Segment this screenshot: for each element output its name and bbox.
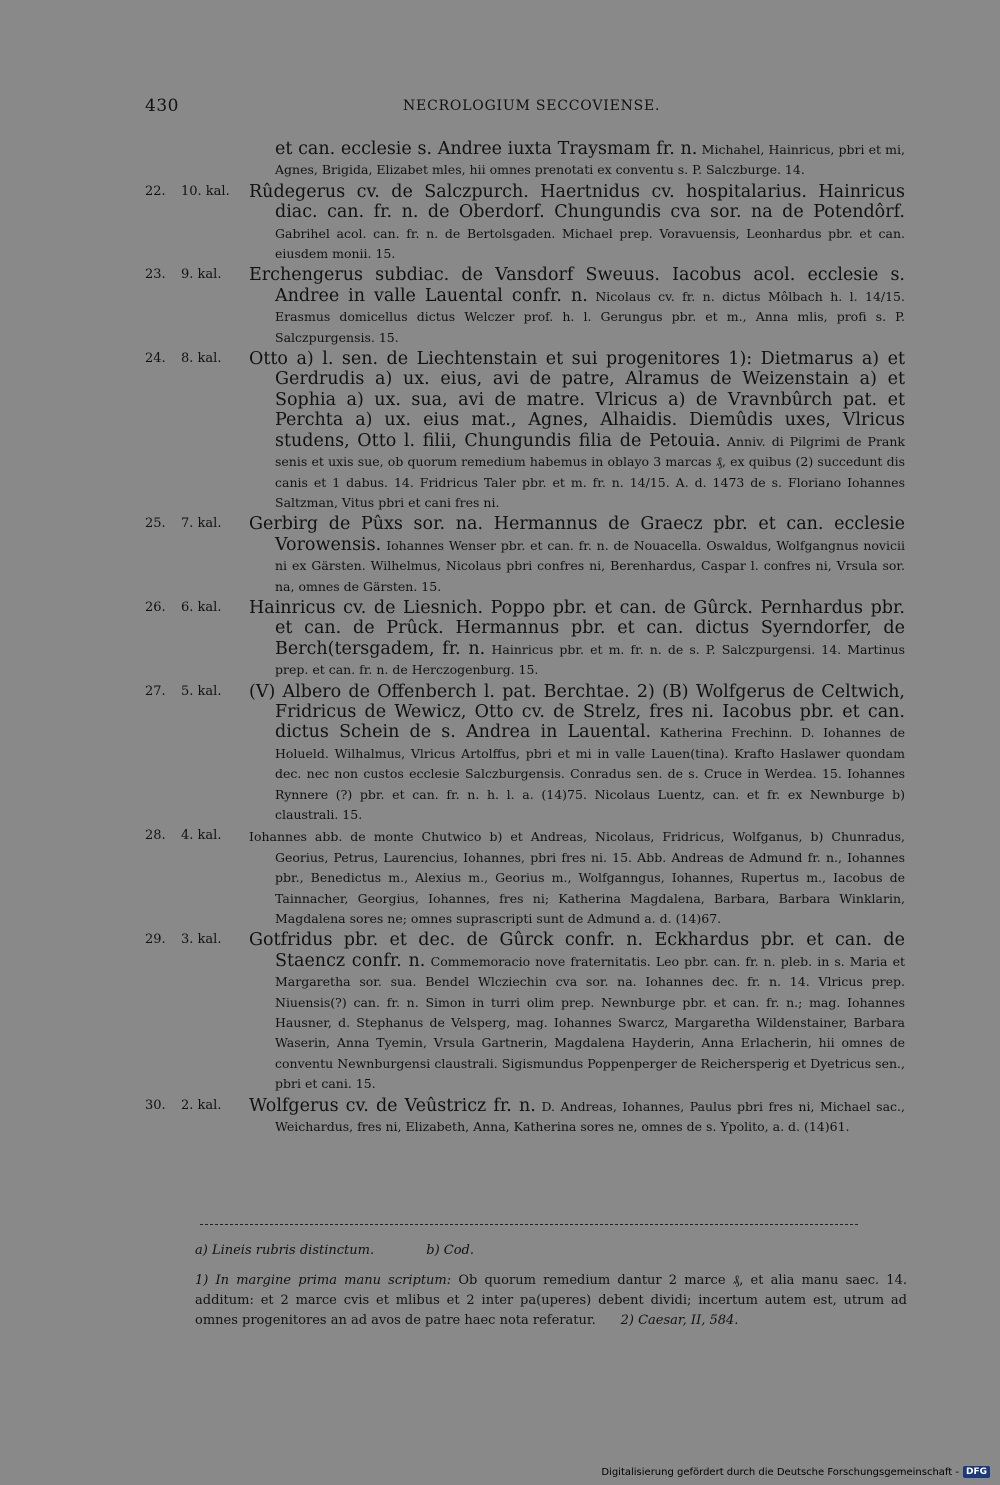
entry-day: 22.: [145, 183, 166, 199]
entry-day: 29.: [145, 932, 166, 948]
page-number: 430: [145, 96, 179, 116]
entry-day: 28.: [145, 828, 166, 844]
entry-rest: Nicolaus cv. fr. n. dictus Môlbach h. l. 14/15. Erasmus domicellus dictus Welczer prof. h. l. Gerungus pbr. et m., Anna mlis, profi s. P. Salczpurgensis. 15.: [275, 288, 905, 345]
footnote-a: a) Lineis rubris distinctum.: [195, 1243, 375, 1258]
entry-kal: 10. kal.: [181, 183, 230, 199]
entry-rest: Gabrihel acol. can. fr. n. de Bertolsgaden. Michael prep. Voravuensis, Leonhardus pbr. et can. eiusdem monii. 15.: [275, 225, 905, 262]
entry-day: 24.: [145, 351, 166, 367]
credit-text: Digitalisierung gefördert durch die Deutsche Forschungsgemeinschaft -: [601, 1466, 959, 1478]
entry-kal: 7. kal.: [181, 516, 222, 532]
entry-22: [145, 183, 905, 265]
page-header: [145, 96, 905, 120]
digitization-credit: [601, 1466, 990, 1478]
footnotes: [195, 1241, 907, 1331]
entry-main: Wolfgerus cv. de Veûstricz fr. n.: [249, 1095, 536, 1116]
entry-28: [145, 827, 905, 929]
entry-continuation: [145, 140, 905, 181]
entry-main: Gerbirg de Pûxs sor. na. Hermannus de Graecz pbr. et can. ecclesie Vorowensis.: [249, 514, 905, 555]
footnote-1-text: Ob quorum remedium dantur 2 marce ₰, et alia manu saec. 14. additum: et 2 marce cvis et mlibus et 2 inter pa(uperes) debent dividi; incertum autem est, utrum ad omnes progenitores an ad avos de patre haec nota referatur.: [195, 1273, 907, 1328]
entry-main: (V) Albero de Offenberch l. pat. Berchtae. 2) (B) Wolfgerus de Celtwich, Fridricus de Wewicz, Otto cv. de Strelz, fres ni. Iacobus pbr. et can. dictus Schein de s. Andrea in Lauental.: [249, 681, 905, 743]
footnote-2: 2) Caesar, II, 584.: [620, 1313, 739, 1328]
entry-kal: 3. kal.: [181, 932, 222, 948]
footnote-1-prefix: 1) In margine prima manu scriptum:: [195, 1273, 452, 1288]
entry-rest: Hainricus pbr. et m. fr. n. de s. P. Salczpurgensi. 14. Martinus prep. et can. fr. n. de Herczogenburg. 15.: [275, 641, 905, 678]
entry-main: Erchengerus subdiac. de Vansdorf Sweuus. Iacobus acol. ecclesie s. Andree in valle Lauental confr. n.: [249, 265, 905, 306]
entry-day: 26.: [145, 599, 166, 615]
running-title: NECROLOGIUM SECCOVIENSE.: [403, 98, 661, 114]
entry-main: Hainricus cv. de Liesnich. Poppo pbr. et can. de Gûrck. Pernhardus pbr. et can. de Prûck. Hermannus pbr. et can. dictus Syerndorfer, de Berch(tersgadem, fr. n.: [249, 597, 905, 659]
entry-24: [145, 350, 905, 513]
entry-27: [145, 683, 905, 826]
entry-23: [145, 266, 905, 348]
entry-rest: Katherina Frechinn. D. Iohannes de Holueld. Wilhalmus, Vlricus Artolffus, pbri et mi in valle Lauen(tina). Krafto Haslawer quondam dec. nec non custos ecclesie Salczburgensis. Conradus sen. de s. Cruce in Werdea. 15. Iohannes Rynnere (?) pbr. et can. fr. n. h. l. a. (14)75. Nicolaus Luentz, can. et fr. ex Newnburge b) claustrali. 15.: [275, 725, 905, 822]
dfg-logo-icon: DFG: [963, 1466, 990, 1478]
entry-main: Gotfridus pbr. et dec. de Gûrck confr. n. Eckhardus pbr. et can. de Staencz confr. n.: [249, 930, 905, 971]
entry-kal: 9. kal.: [181, 267, 222, 283]
entry-kal: 4. kal.: [181, 828, 222, 844]
entry-kal: 6. kal.: [181, 599, 222, 615]
footnote-letters: [195, 1241, 907, 1261]
footnote-b: b) Cod.: [426, 1243, 475, 1258]
footnote-numbered: [195, 1271, 907, 1331]
entry-rest: Michahel, Hainricus, pbri et mi, Agnes, Brigida, Elizabet mles, hii omnes prenotati ex conventu s. P. Salczburge. 14.: [275, 142, 905, 178]
entry-rest: Iohannes abb. de monte Chutwico b) et Andreas, Nicolaus, Fridricus, Wolfganus, b) Chunradus, Georius, Petrus, Laurencius, Iohannes, pbri fres ni. 15. Abb. Andreas de Admund fr. n., Iohannes pbr., Benedictus m., Alexius m., Georius m., Wolfganngus, Iohannes, Rupertus m., Iacobus de Tainnacher, Georgius, Iohannes, fres ni; Katherina Magdalena, Barbara, Barbara Winklarin, Magdalena sores ne; omnes suprascripti sunt de Admund a. d. (14)67.: [249, 829, 905, 927]
entry-main: et can. ecclesie s. Andree iuxta Traysmam fr. n.: [275, 139, 698, 159]
entry-rest: Anniv. di Pilgrimi de Prank senis et uxis sue, ob quorum remedium habemus in oblayo 3 marcas ₰, ex quibus (2) succedunt dis canis et 1 dabus. 14. Fridricus Taler pbr. et m. fr. n. 14/15. A. d. 1473 de s. Floriano Iohannes Saltzman, Vitus pbri et cani fres ni.: [275, 433, 905, 510]
entry-rest: D. Andreas, Iohannes, Paulus pbri fres ni, Michael sac., Weichardus, fres ni, Elizabeth, Anna, Katherina sores ne, omnes de s. Ypolito, a. d. (14)61.: [275, 1098, 905, 1135]
necrology-body: [145, 140, 905, 1140]
entry-25: [145, 515, 905, 597]
entry-rest: Commemoracio nove fraternitatis. Leo pbr. can. fr. n. pleb. in s. Maria et Margaretha sor. sua. Bendel Wlcziechin cva sor. na. Iohannes dec. fr. n. 14. Vlricus prep. Niuensis(?) can. fr. n. Simon in turri olim prep. Newnburge pbr. et can. fr. n.; mag. Iohannes Hausner, d. Stephanus de Velsperg, mag. Iohannes Swarcz, Margaretha Wildenstainer, Barbara Waserin, Anna Tyemin, Vrsula Gartnerin, Magdalena Hayderin, Anna Erlacherin, hii omnes de conventu Newnburgensi claustrali. Sigismundus Poppenperger de Reichersperig et Dyetricus sen., pbri et cani. 15.: [275, 953, 905, 1092]
entry-main: Rûdegerus cv. de Salczpurch. Haertnidus cv. hospitalarius. Hainricus diac. can. fr. n. de Oberdorf. Chungundis cva sor. na de Potendôrf.: [249, 181, 905, 223]
entry-day: 25.: [145, 516, 166, 532]
entry-day: 23.: [145, 267, 166, 283]
entry-rest: Iohannes Wenser pbr. et can. fr. n. de Nouacella. Oswaldus, Wolfgangnus novicii ni ex Gärsten. Wilhelmus, Nicolaus pbri confres ni, Berenhardus, Caspar l. confres ni, Vrsula sor. na, omnes de Gärsten. 15.: [275, 537, 905, 594]
entry-day: 30.: [145, 1097, 166, 1113]
entry-kal: 8. kal.: [181, 351, 222, 367]
entry-main: Otto a) l. sen. de Liechtenstain et sui progenitores 1): Dietmarus a) et Gerdrudis a) ux. eius, avi de patre, Alramus de Weizenstain a) et Sophia a) ux. sua, avi de matre. Vlricus a) de Vravnbûrch pat. et Perchta a) ux. eius mat., Agnes, Alhaidis. Diemûdis uxes, Vlricus studens, Otto l. filii, Chungundis filia de Petouia.: [249, 349, 905, 451]
entry-26: [145, 599, 905, 681]
footnote-divider: [200, 1224, 858, 1225]
entry-30: [145, 1097, 905, 1138]
entry-29: [145, 931, 905, 1094]
entry-day: 27.: [145, 683, 166, 699]
entry-kal: 2. kal.: [181, 1097, 222, 1113]
entry-kal: 5. kal.: [181, 683, 222, 699]
